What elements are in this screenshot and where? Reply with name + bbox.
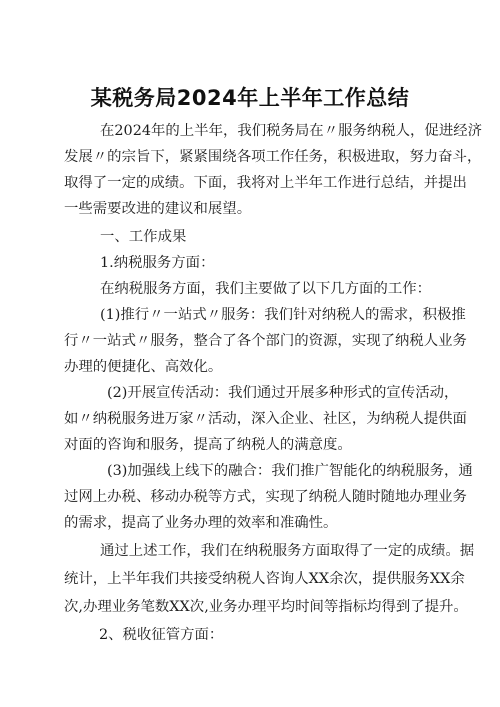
summary-line-1: 通过上述工作，我们在纳税服务方面取得了一定的成绩。据 [100,543,475,559]
intro-line-1: 在2024年的上半年，我们税务局在〃服务纳税人，促进经济 [100,123,482,139]
item-3-line-2: 过网上办税、移动办税等方式，实现了纳税人随时随地办理业务 [64,489,467,505]
item-2-line-2: 如〃纳税服务进万家〃活动，深入企业、社区，为纳税人提供面 [64,411,467,427]
summary-line-2: 统计，上半年我们共接受纳税人咨询人XX余次，提供服务XX余 [64,571,465,587]
item-2-line-3: 对面的咨询和服务，提高了纳税人的满意度。 [64,437,352,453]
subsection-lead: 在纳税服务方面，我们主要做了以下几方面的工作： [100,281,431,297]
item-1-line-3: 办理的便捷化、高效化。 [64,359,223,375]
item-1-line-2: 行〃一站式〃服务，整合了各个部门的资源，实现了纳税人业务 [64,333,467,349]
item-3-line-1: (3)加强线上线下的融合：我们推广智能化的纳税服务，通 [107,463,473,479]
section-heading: 一、工作成果 [100,229,187,245]
subsection-2-heading: 2、税收征管方面： [99,627,224,643]
intro-line-2: 发展〃的宗旨下，紧紧围绕各项工作任务，积极进取，努力奋斗， [64,149,482,165]
item-3-line-3: 的需求，提高了业务办理的效率和准确性。 [64,515,338,531]
item-2-line-1: (2)开展宣传活动：我们通过开展多种形式的宣传活动， [107,385,459,401]
intro-line-3: 取得了一定的成绩。下面，我将对上半年工作进行总结，并提出 [64,175,467,191]
summary-line-3: 次,办理业务笔数XX次,业务办理平均时间等指标均得到了提升。 [64,599,468,615]
subsection-heading: 1.纳税服务方面： [100,255,215,271]
document-title: 某税务局2024年上半年工作总结 [90,86,410,110]
item-1-line-1: (1)推行〃一站式〃服务：我们针对纳税人的需求，积极推 [100,307,466,323]
intro-line-4: 一些需要改进的建议和展望。 [64,201,252,217]
